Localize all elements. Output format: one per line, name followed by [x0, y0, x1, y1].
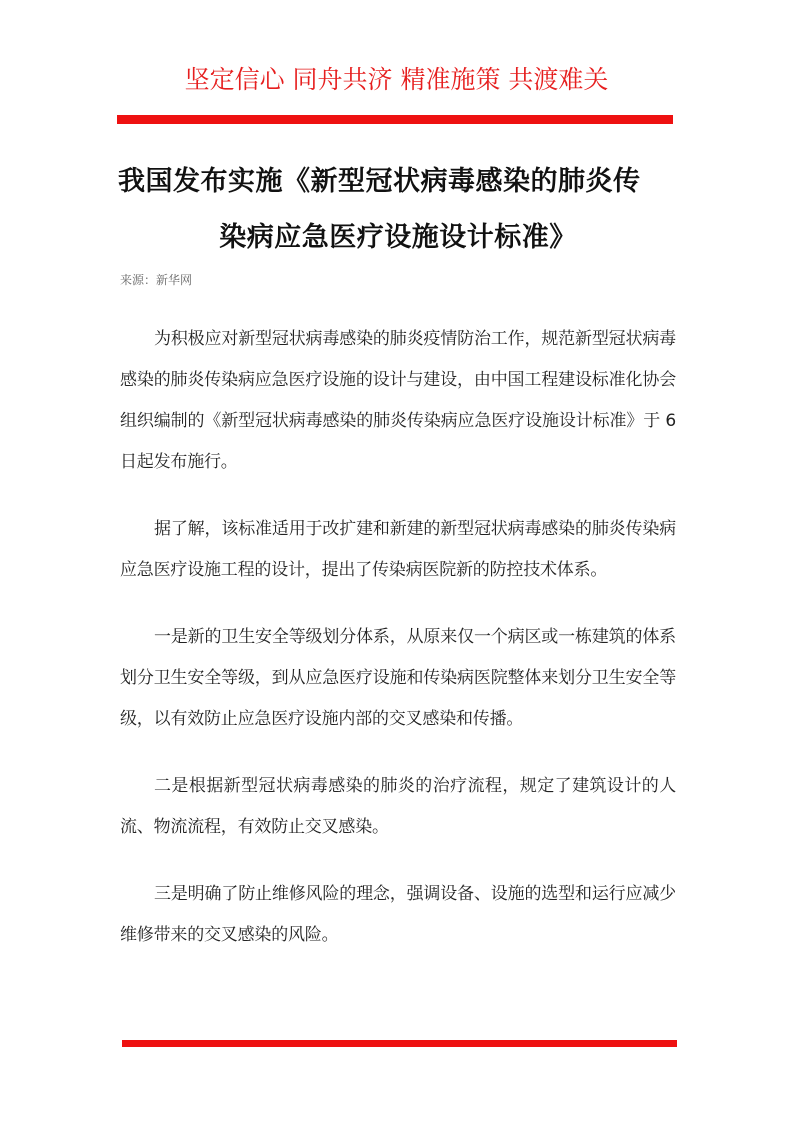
- article-source: 来源：新华网: [120, 273, 193, 287]
- article-title: [118, 154, 678, 266]
- paragraph-1: 为积极应对新型冠状病毒感染的肺炎疫情防治工作，规范新型冠状病毒感染的肺炎传染病应急医疗设施的设计与建设，由中国工程建设标准化协会组织编制的《新型冠状病毒感染的肺炎传染病应急医疗设施设计标准》于 6 日起发布施行。: [120, 329, 676, 472]
- title-line-2: 染病应急医疗设施设计标准》: [219, 222, 577, 253]
- paragraph-5: 三是明确了防止维修风险的理念，强调设备、设施的选型和运行应减少维修带来的交叉感染的风险。: [120, 884, 676, 945]
- bottom-red-divider: [122, 1040, 677, 1047]
- title-line-1: 我国发布实施《新型冠状病毒感染的肺炎传: [118, 166, 641, 197]
- paragraph-3: 一是新的卫生安全等级划分体系，从原来仅一个病区或一栋建筑的体系划分卫生安全等级，到从应急医疗设施和传染病医院整体来划分卫生安全等级，以有效防止应急医疗设施内部的交叉感染和传播。: [120, 627, 676, 729]
- header-slogan: 坚定信心 同舟共济 精准施策 共渡难关: [184, 65, 609, 94]
- top-red-divider: [117, 115, 673, 124]
- paragraph-2: 据了解，该标准适用于改扩建和新建的新型冠状病毒感染的肺炎传染病应急医疗设施工程的设计，提出了传染病医院新的防控技术体系。: [120, 519, 676, 580]
- paragraph-4: 二是根据新型冠状病毒感染的肺炎的治疗流程，规定了建筑设计的人流、物流流程，有效防止交叉感染。: [120, 776, 676, 837]
- article-body: [120, 319, 676, 982]
